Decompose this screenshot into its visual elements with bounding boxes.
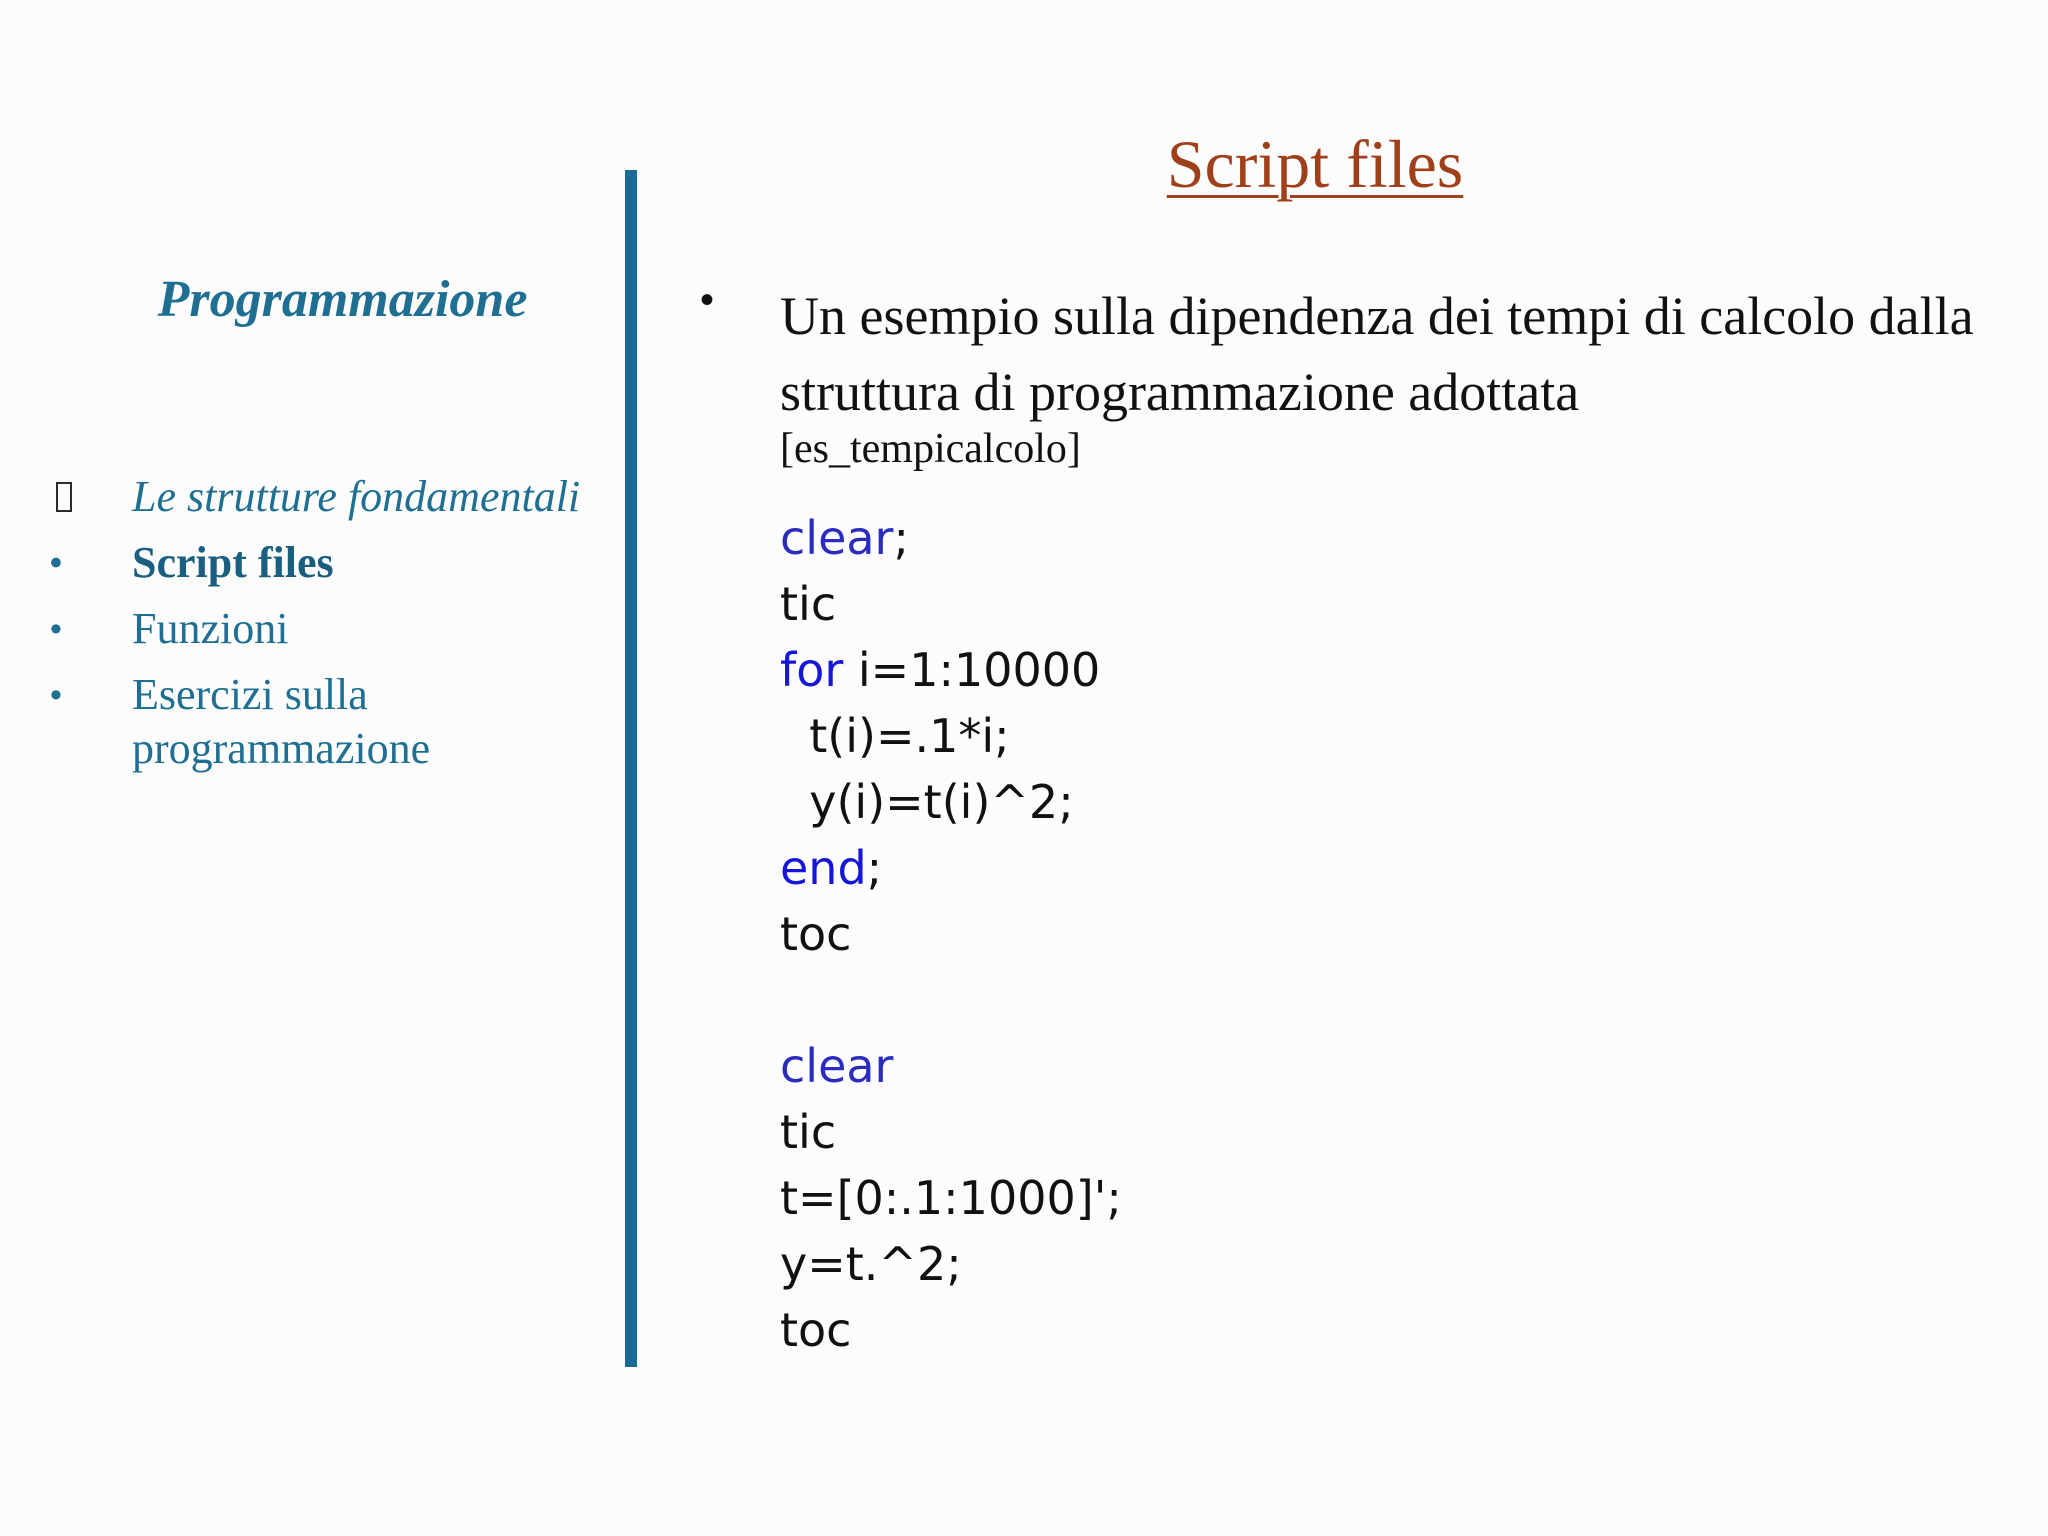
- code-text: t=[0:.1:1000]';: [780, 1171, 1122, 1225]
- code-keyword: end: [780, 841, 867, 895]
- code-text: t(i)=.1*i;: [780, 709, 1010, 763]
- code-line: [780, 1231, 1122, 1297]
- code-line: [780, 835, 1122, 901]
- code-text: ;: [893, 511, 909, 565]
- code-text: y=t.^2;: [780, 1237, 962, 1291]
- code-block: [780, 505, 1122, 1363]
- code-line: [780, 571, 1122, 637]
- nav-item-label: Le strutture fondamentali: [132, 472, 581, 521]
- code-line: [780, 901, 1122, 967]
- code-line: [780, 505, 1122, 571]
- code-line: [780, 1099, 1122, 1165]
- vertical-divider: [625, 170, 637, 1367]
- code-line: [780, 1165, 1122, 1231]
- nav-item-label: Funzioni: [132, 604, 289, 653]
- code-keyword: clear: [780, 511, 894, 565]
- code-text: i=1:10000: [843, 643, 1101, 697]
- nav-item-label: Esercizi sulla programmazione: [132, 670, 431, 773]
- bullet-icon: •: [50, 544, 62, 582]
- section-title: Programmazione: [157, 271, 528, 328]
- nav-item-script-files[interactable]: [50, 536, 610, 590]
- code-line: [780, 769, 1122, 835]
- sidebar-nav: [50, 470, 610, 788]
- nav-item-label: Script files: [132, 538, 334, 587]
- code-keyword: clear: [780, 1039, 894, 1093]
- code-line: [780, 1297, 1122, 1363]
- code-text: toc: [780, 1303, 852, 1357]
- code-text: toc: [780, 907, 852, 961]
- nav-item-strutture-fondamentali[interactable]: [50, 470, 610, 524]
- bullet-icon: •: [50, 610, 62, 648]
- code-text: tic: [780, 577, 837, 631]
- bullet-icon: •: [50, 676, 62, 714]
- code-line: [780, 967, 1122, 1033]
- code-line: [780, 703, 1122, 769]
- code-text: ;: [866, 841, 883, 895]
- code-text: y(i)=t(i)^2;: [780, 775, 1074, 829]
- script-reference: [es_tempicalcolo]: [780, 426, 1081, 472]
- nav-item-esercizi[interactable]: [50, 668, 610, 776]
- intro-text: Un esempio sulla dipendenza dei tempi di calcolo dalla struttura di programmazione adottata: [780, 286, 1974, 422]
- box-bullet-icon: [56, 482, 72, 512]
- code-text: tic: [780, 1105, 837, 1159]
- nav-item-funzioni[interactable]: [50, 602, 610, 656]
- code-keyword: for: [780, 643, 844, 697]
- code-line: [780, 637, 1122, 703]
- code-line: [780, 1033, 1122, 1099]
- bullet-icon: •: [700, 278, 715, 322]
- page-title: Script files: [1166, 126, 1464, 202]
